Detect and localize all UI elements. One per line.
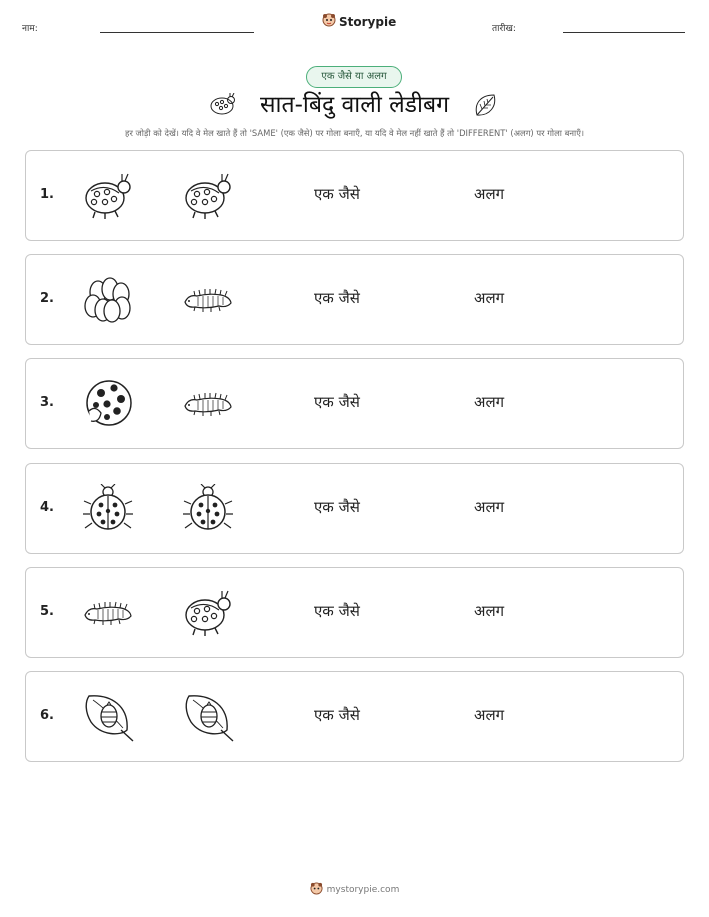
question-row-2: [25, 254, 684, 345]
eggs-cluster-icon: [81, 275, 135, 325]
leaf-title-icon: [472, 92, 500, 124]
larva-icon: [81, 588, 135, 638]
larva-icon: [181, 275, 235, 325]
name-line[interactable]: [100, 32, 254, 33]
same-option[interactable]: एक जैसे: [314, 602, 360, 620]
question-row-1: [25, 150, 684, 241]
pupa-on-leaf-icon: [81, 692, 135, 742]
different-option[interactable]: अलग: [474, 185, 505, 203]
larva-icon: [181, 379, 235, 429]
different-option[interactable]: अलग: [474, 393, 505, 411]
row-number: 2.: [40, 291, 54, 306]
ladybug-side-icon: [181, 171, 235, 221]
different-option[interactable]: अलग: [474, 602, 505, 620]
row-number: 4.: [40, 500, 54, 515]
name-label: नाम:: [22, 24, 38, 34]
row-number: 6.: [40, 708, 54, 723]
row-number: 3.: [40, 395, 54, 410]
same-option[interactable]: एक जैसे: [314, 706, 360, 724]
row-number: 5.: [40, 604, 54, 619]
date-line[interactable]: [563, 32, 685, 33]
question-row-5: [25, 567, 684, 658]
page-title: सात-बिंदु वाली लेडीबग: [259, 92, 450, 118]
question-row-6: [25, 671, 684, 762]
brand-name: Storypie: [339, 14, 397, 29]
ladybug-side-icon: [81, 171, 135, 221]
row-number: 1.: [40, 187, 54, 202]
page-footer: [0, 880, 709, 899]
brand-logo: [322, 12, 396, 31]
different-option[interactable]: अलग: [474, 706, 505, 724]
mascot-icon: [310, 880, 323, 899]
ladybug-round-icon: [81, 379, 135, 429]
ladybug-side-icon: [181, 588, 235, 638]
mascot-icon: [322, 12, 336, 31]
question-row-3: [25, 358, 684, 449]
ladybug-top-icon: [181, 484, 235, 534]
question-row-4: [25, 463, 684, 554]
worksheet-tag: एक जैसे या अलग: [306, 66, 402, 88]
date-label: तारीख:: [492, 24, 516, 34]
same-option[interactable]: एक जैसे: [314, 185, 360, 203]
footer-site-link[interactable]: mystorypie.com: [326, 884, 400, 895]
pupa-on-leaf-icon: [181, 692, 235, 742]
same-option[interactable]: एक जैसे: [314, 289, 360, 307]
instructions: हर जोड़ी को देखें। यदि वे मेल खाते हैं तो 'SAME' (एक जैसे) पर गोला बनाएँ, या यदि वे मेल नहीं खाते हैं तो 'DIFFERENT' (अलग) पर गोला बनाएँ।: [125, 128, 584, 138]
same-option[interactable]: एक जैसे: [314, 393, 360, 411]
ladybug-top-icon: [81, 484, 135, 534]
different-option[interactable]: अलग: [474, 289, 505, 307]
different-option[interactable]: अलग: [474, 498, 505, 516]
same-option[interactable]: एक जैसे: [314, 498, 360, 516]
page-header: [0, 0, 709, 40]
